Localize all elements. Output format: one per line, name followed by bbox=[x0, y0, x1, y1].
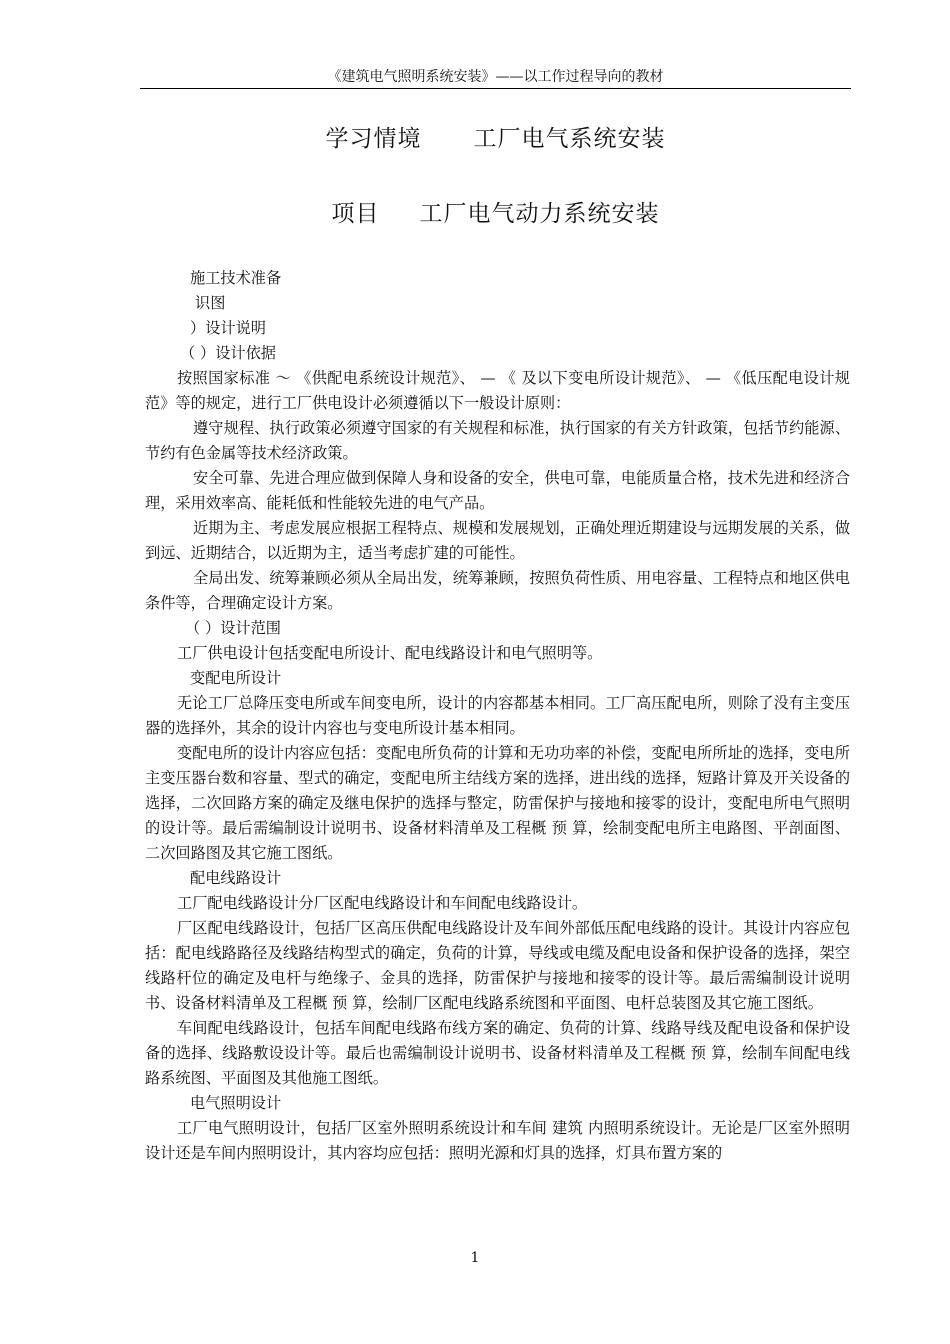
section-heading: 施工技术准备 bbox=[190, 269, 282, 287]
section-heading: ）设计说明 bbox=[190, 319, 266, 337]
paragraph: 无论工厂总降压变电所或车间变电所，设计的内容都基本相同。工厂高压配电所，则除了没有主变压器的选择外，其余的设计内容也与变电所设计基本相同。 bbox=[145, 694, 850, 737]
running-header: 《建筑电气照明系统安装》——以工作过程导向的教材 bbox=[327, 69, 664, 85]
document-body bbox=[145, 266, 850, 1166]
section-heading: （ ）设计依据 bbox=[180, 344, 276, 362]
project-name: 工厂电气动力系统安装 bbox=[419, 201, 660, 227]
header-rule bbox=[140, 88, 851, 89]
paragraph: 工厂配电线路设计分厂区配电线路设计和车间配电线路设计。 bbox=[177, 894, 588, 912]
paragraph: 全局出发、统筹兼顾必须从全局出发，统筹兼顾，按照负荷性质、用电容量、工程特点和地区供电条件等，合理确定设计方案。 bbox=[145, 569, 850, 612]
section-heading: 识图 bbox=[195, 294, 226, 312]
page-number: 1 bbox=[470, 1250, 480, 1266]
paragraph: 按照国家标准 ～ 《供配电系统设计规范》、 — 《 及以下变电所设计规范》、 — 《低压配电设计规范》等的规定，进行工厂供电设计必须遵循以下一般设计原则： bbox=[145, 369, 850, 412]
section-heading: 变配电所设计 bbox=[190, 669, 282, 687]
project-title bbox=[140, 195, 851, 228]
situation-label: 学习情境 bbox=[325, 126, 422, 152]
paragraph: 安全可靠、先进合理应做到保障人身和设备的安全，供电可靠，电能质量合格，技术先进和经济合理，采用效率高、能耗低和性能较先进的电气产品。 bbox=[145, 469, 850, 512]
paragraph: 车间配电线路设计，包括车间配电线路布线方案的确定、负荷的计算、线路导线及配电设备和保护设备的选择、线路敷设设计等。最后也需编制设计说明书、设备材料清单及工程概 预 算，绘制车间配电线路系统图、平面图及其他施工图纸。 bbox=[145, 1019, 850, 1087]
section-heading: 配电线路设计 bbox=[190, 869, 282, 887]
paragraph: 遵守规程、执行政策必须遵守国家的有关规程和标准，执行国家的有关方针政策，包括节约能源、节约有色金属等技术经济政策。 bbox=[145, 419, 850, 462]
paragraph: 厂区配电线路设计，包括厂区高压供配电线路设计及车间外部低压配电线路的设计。其设计内容应包括：配电线路路径及线路结构型式的确定，负荷的计算，导线或电缆及配电设备和保护设备的选择，架空线路杆位的确定及电杆与绝缘子、金具的选择，防雷保护与接地和接零的设计等。最后需编制设计说明书、设备材料清单及工程概 预 算，绘制厂区配电线路系统图和平面图、电杆总装图及其它施工图纸。 bbox=[145, 919, 850, 1012]
situation-title bbox=[140, 120, 851, 153]
paragraph: 工厂供电设计包括变配电所设计、配电线路设计和电气照明等。 bbox=[177, 644, 603, 662]
paragraph: 工厂电气照明设计，包括厂区室外照明系统设计和车间 建筑 内照明系统设计。无论是厂区室外照明设计还是车间内照明设计，其内容均应包括：照明光源和灯具的选择，灯具布置方案的 bbox=[145, 1119, 850, 1162]
section-heading: （ ）设计范围 bbox=[185, 619, 281, 637]
paragraph: 变配电所的设计内容应包括：变配电所负荷的计算和无功功率的补偿，变配电所所址的选择，变电所主变压器台数和容量、型式的确定，变配电所主结线方案的选择，进出线的选择，短路计算及开关设备的选择，二次回路方案的确定及继电保护的选择与整定，防雷保护与接地和接零的设计，变配电所电气照明的设计等。最后需编制设计说明书、设备材料清单及工程概 预 算，绘制变配电所主电路图、平剖面图、二次回路图及其它施工图纸。 bbox=[145, 744, 850, 862]
situation-name: 工厂电气系统安装 bbox=[473, 126, 666, 152]
paragraph: 近期为主、考虑发展应根据工程特点、规模和发展规划，正确处理近期建设与远期发展的关系，做到远、近期结合，以近期为主，适当考虑扩建的可能性。 bbox=[145, 519, 850, 562]
section-heading: 电气照明设计 bbox=[190, 1094, 282, 1112]
project-label: 项目 bbox=[331, 201, 380, 227]
